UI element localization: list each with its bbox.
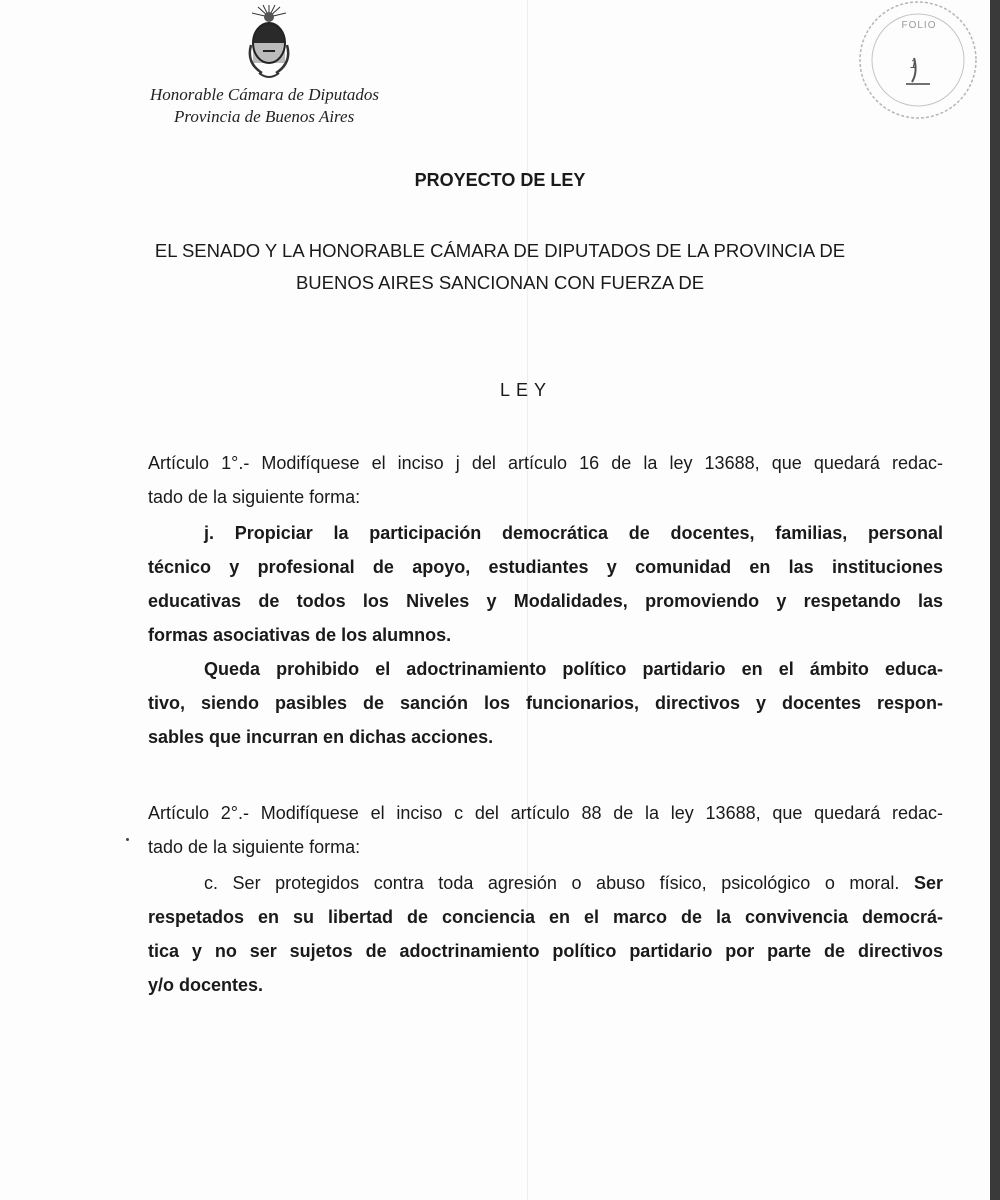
scan-speck — [126, 838, 129, 841]
article-1-prohibition — [148, 652, 943, 754]
article-1-line: Artículo 1°.- Modifíquese el inciso j del artículo 16 de la ley 13688, que quedará redac- — [148, 453, 943, 473]
enactment-formula-line2: BUENOS AIRES SANCIONAN CON FUERZA DE — [295, 272, 705, 293]
folio-label: FOLIO — [901, 20, 937, 31]
prohibition-line: sables que incurran en dichas acciones. — [148, 727, 494, 747]
enactment-formula-line1: EL SENADO Y LA HONORABLE CÁMARA DE DIPUTADOS DE LA PROVINCIA DE — [154, 240, 846, 261]
inciso-j-line: educativas de todos los Niveles y Modalidades, promoviendo y respetando las — [148, 591, 943, 611]
article-2-line: tado de la siguiente forma: — [148, 837, 361, 857]
inciso-c-bold-start: Ser — [913, 873, 943, 893]
institution-province: Provincia de Buenos Aires — [174, 107, 355, 126]
document-title: PROYECTO DE LEY — [414, 170, 586, 190]
coat-of-arms-icon — [244, 3, 294, 83]
article-1-inciso-j — [148, 516, 943, 652]
inciso-j-line: j. Propiciar la participación democrática de docentes, familias, personal — [204, 523, 943, 543]
inciso-c-line: y/o docentes. — [148, 975, 264, 995]
inciso-c-line: tica y no ser sujetos de adoctrinamiento político partidario por parte de directivos — [148, 941, 943, 961]
prohibition-line: Queda prohibido el adoctrinamiento político partidario en el ámbito educa- — [204, 659, 943, 679]
article-2-inciso-c — [148, 866, 943, 1002]
article-2 — [148, 796, 943, 864]
article-2-line: Artículo 2°.- Modifíquese el inciso c del artículo 88 de la ley 13688, que quedará redac- — [148, 803, 943, 823]
prohibition-line: tivo, siendo pasibles de sanción los funcionarios, directivos y docentes respon- — [148, 693, 943, 713]
folio-number: 1 — [910, 56, 918, 71]
inciso-j-line: técnico y profesional de apoyo, estudiantes y comunidad en las instituciones — [148, 557, 943, 577]
inciso-c-line: respetados en su libertad de conciencia en el marco de la convivencia democrá- — [148, 907, 943, 927]
institution-name: Honorable Cámara de Diputados — [150, 85, 380, 104]
article-1 — [148, 446, 943, 514]
article-1-line: tado de la siguiente forma: — [148, 487, 361, 507]
inciso-c-regular-text: c. Ser protegidos contra toda agresión o abuso físico, psicológico o moral. — [204, 873, 900, 893]
inciso-c-line — [148, 866, 943, 900]
inciso-j-line: formas asociativas de los alumnos. — [148, 625, 452, 645]
ley-heading: LEY — [499, 380, 553, 400]
